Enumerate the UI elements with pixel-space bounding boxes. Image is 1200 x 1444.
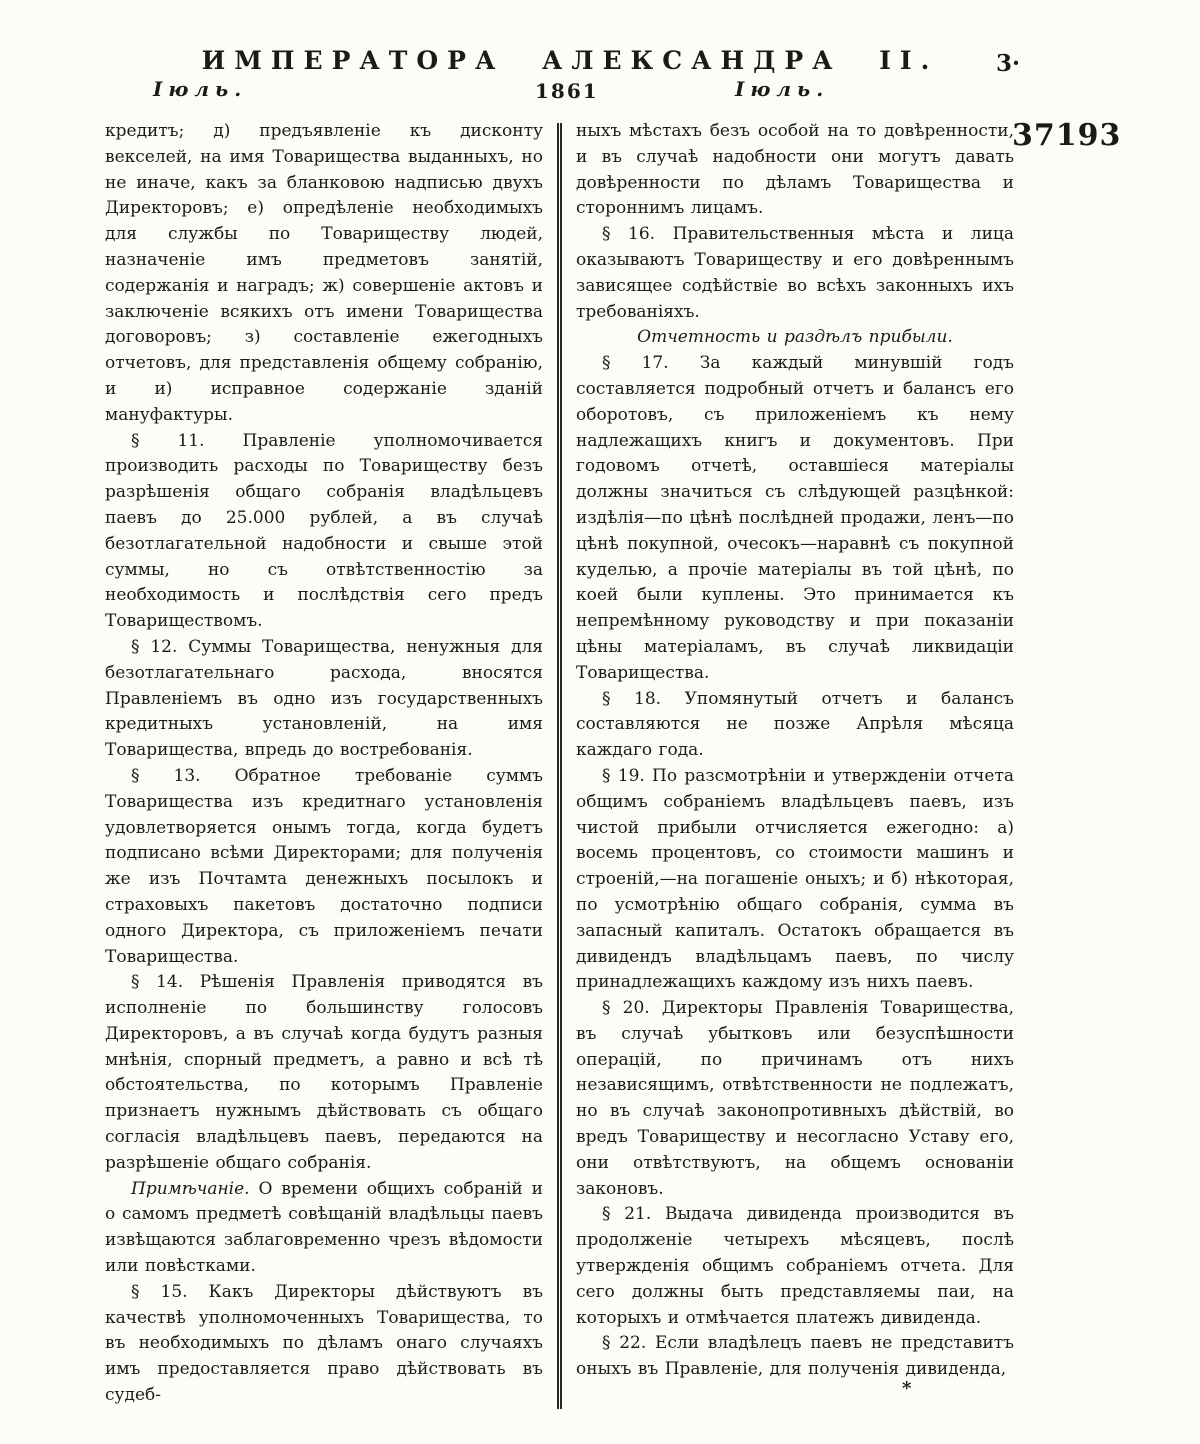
date-month-left: Іюль.: [153, 77, 248, 101]
section-heading: Отчетность и раздѣлъ прибыли.: [637, 327, 953, 348]
date-year: 1861: [535, 79, 599, 103]
paragraph: § 16. Правительственныя мѣста и лица оказываютъ Товариществу и его довѣреннымъ зависящее содѣйствіе во всѣхъ законныхъ ихъ требованіяхъ.: [576, 224, 1014, 322]
paragraph: § 14. Рѣшенія Правленія приводятся въ исполненіе по большинству голосовъ Директоровъ, а въ случаѣ когда будутъ разныя мнѣнія, спорный предметъ, а равно и всѣ тѣ обстоятельства, по которымъ Правленіе признаетъ нужнымъ дѣйствовать съ общаго согласія владѣльцевъ паевъ, передаются на разрѣшеніе общаго собранія.: [105, 972, 543, 1173]
paragraph: § 12. Суммы Товарищества, ненужныя для безотлагательнаго расхода, вносятся Правленіемъ въ одно изъ государственныхъ кредитныхъ установленій, на имя Товарищества, впредь до востребованія.: [105, 636, 543, 761]
left-column: [105, 119, 543, 1409]
footnote-asterisk: *: [902, 1378, 912, 1399]
column-divider-rule: [557, 123, 562, 1409]
paragraph: § 20. Директоры Правленія Товарищества, въ случаѣ убытковъ или безуспѣшности операцій, по причинамъ отъ нихъ независящимъ, отвѣтственности не подлежатъ, но въ случаѣ законопротивныхъ дѣйствій, во вредъ Товариществу и несогласно Уставу его, они отвѣтствуютъ, на общемъ основаніи законовъ.: [576, 998, 1014, 1199]
text-body: [105, 119, 1105, 1409]
right-column: [576, 119, 1014, 1409]
page-title: ИМПЕРАТОРА АЛЕКСАНДРА II.: [201, 46, 939, 75]
paragraph: § 19. По разсмотрѣніи и утвержденіи отчета общимъ собраніемъ владѣльцевъ паевъ, изъ чистой прибыли отчисляется ежегодно: а) восемь процентовъ, со стоимости машинъ и строеній,—на погашеніе оныхъ; и б) нѣкоторая, по усмотрѣнію общаго собранія, сумма въ запасный капиталъ. Остатокъ обращается въ дивидендъ владѣльцамъ паевъ, по числу принадлежащихъ каждому изъ нихъ паевъ.: [576, 765, 1014, 993]
paragraph: § 17. За каждый минувшій годъ составляется подробный отчетъ и балансъ его оборотовъ, съ приложеніемъ къ нему надлежащихъ книгъ и документовъ. При годовомъ отчетѣ, оставшіеся матеріалы должны значиться съ слѣдующей разцѣнкой: издѣлія—по цѣнѣ послѣдней продажи, ленъ—по цѣнѣ покупной, очесокъ—наравнѣ съ покупной куделью, а прочіе матеріалы въ той цѣнѣ, по коей были куплены. Это принимается къ непремѣнному руководству и при показаніи цѣны матеріаламъ, въ случаѣ ликвидаціи Товарищества.: [576, 353, 1014, 683]
paragraph: кредитъ; д) предъявленіе къ дисконту векселей, на имя Товарищества выданныхъ, но не иначе, какъ за бланковою надписью двухъ Директоровъ; е) опредѣленіе необходимыхъ для службы по Товариществу людей, назначеніе имъ предметовъ занятій, содержанія и наградъ; ж) совершеніе актовъ и заключеніе всякихъ отъ имени Товарищества договоровъ; з) составленіе ежегодныхъ отчетовъ, для представленія общему собранію, и и) исправное содержаніе зданій мануфактуры.: [105, 121, 543, 425]
date-month-right: Іюль.: [735, 77, 830, 101]
paragraph: § 15. Какъ Директоры дѣйствуютъ въ качествѣ уполномоченныхъ Товарищества, то въ необходимыхъ по дѣламъ онаго случаяхъ имъ предоставляется право дѣйствовать въ судеб-: [105, 1281, 543, 1406]
paragraph: § 22. Если владѣлецъ паевъ не представитъ оныхъ въ Правленіе, для полученія дивиденда,: [576, 1333, 1014, 1380]
paragraph: ныхъ мѣстахъ безъ особой на то довѣренности, и въ случаѣ надобности они могутъ давать довѣренности по дѣламъ Товарищества и стороннимъ лицамъ.: [576, 121, 1014, 219]
date-line: [105, 77, 1010, 111]
paragraph: Примѣчаніе. О времени общихъ собраній и о самомъ предметѣ совѣщаній владѣльцы паевъ извѣщаются заблаговременно чрезъ вѣдомости или повѣстками.: [105, 1178, 543, 1277]
paragraph: § 21. Выдача дивиденда производится въ продолженіе четырехъ мѣсяцевъ, послѣ утвержденія общимъ собраніемъ отчета. Для сего должны быть представляемы паи, на которыхъ и отмѣчается платежъ дивиденда.: [576, 1204, 1014, 1328]
act-number: 37193: [1012, 118, 1122, 153]
paragraph: § 18. Упомянутый отчетъ и балансъ составляются не позже Апрѣля мѣсяца каждаго года.: [576, 688, 1014, 761]
paragraph: § 13. Обратное требованіе суммъ Товарищества изъ кредитнаго установленія удовлетворяется онымъ тогда, когда будетъ подписано всѣми Директорами; для полученія же изъ Почтамта денежныхъ посылокъ и страховыхъ пакетовъ достаточно подписи одного Директора, съ приложеніемъ печати Товарищества.: [105, 765, 543, 967]
paragraph: § 11. Правленіе уполномочивается производить расходы по Товариществу безъ разрѣшенія общаго собранія владѣльцевъ паевъ до 25.000 рублей, а въ случаѣ безотлагательной надобности и свыше этой суммы, но съ отвѣтственностію за необходимость и послѣдствія сего предъ Товариществомъ.: [105, 430, 543, 632]
page-number: 3·: [996, 50, 1021, 77]
